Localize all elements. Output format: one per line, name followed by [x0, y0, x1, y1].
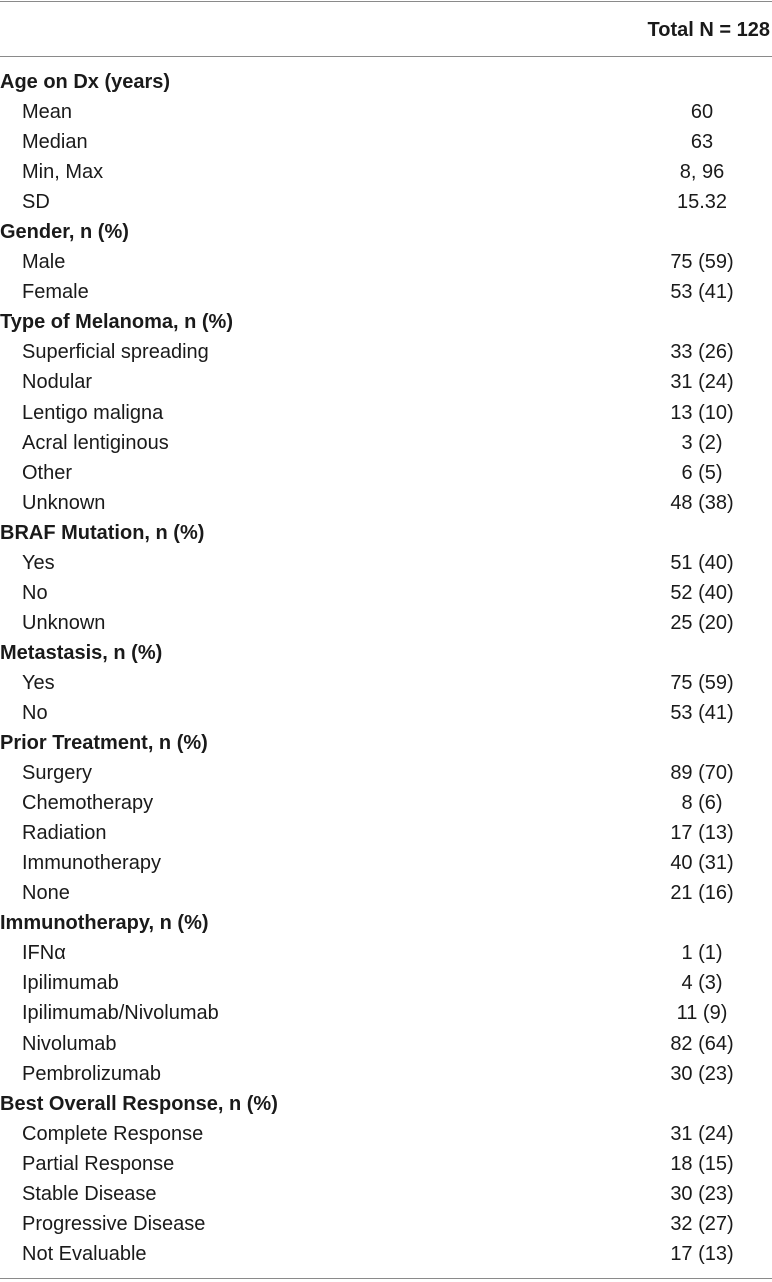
section-header-row [0, 728, 772, 758]
table-row [0, 668, 772, 698]
section-header-row [0, 307, 772, 337]
table-row [0, 878, 772, 908]
row-value: 60 [690, 101, 714, 124]
row-label: Min, Max [22, 161, 104, 184]
row-value: 18 (15) [670, 1152, 734, 1175]
row-value: 52 (40) [670, 581, 734, 604]
row-value: 40 (31) [670, 852, 734, 875]
row-label: Partial Response [22, 1152, 175, 1175]
row-value: 89 (70) [670, 762, 734, 785]
row-label: Lentigo maligna [22, 401, 164, 424]
row-label: Yes [22, 551, 55, 574]
row-value: 63 [690, 131, 714, 154]
row-label: Female [22, 281, 89, 304]
section-header-row [0, 1089, 772, 1119]
table-row [0, 548, 772, 578]
table-row [0, 247, 772, 277]
table-row [0, 1149, 772, 1179]
row-value: 13 (10) [670, 401, 734, 424]
row-value: 33 (26) [670, 341, 734, 364]
table-row [0, 398, 772, 428]
row-label: Mean [22, 101, 73, 124]
row-label: Progressive Disease [22, 1212, 206, 1235]
table-row [0, 758, 772, 788]
section-label: Gender, n (%) [0, 221, 129, 244]
row-label: Immunotherapy [22, 852, 161, 875]
row-value: 53 (41) [670, 281, 734, 304]
row-label: No [22, 581, 48, 604]
table-row [0, 277, 772, 307]
row-label: Yes [22, 671, 55, 694]
row-value: 15.32 [676, 191, 728, 214]
row-label: Unknown [22, 491, 106, 514]
table-row [0, 1239, 772, 1269]
row-label: Median [22, 131, 88, 154]
row-value: 75 (59) [670, 671, 734, 694]
table-row [0, 1209, 772, 1239]
row-label: No [22, 701, 48, 724]
table-row [0, 818, 772, 848]
row-value: 11 (9) [676, 1002, 728, 1025]
table-row [0, 458, 772, 488]
table-row [0, 157, 772, 187]
row-label: Nivolumab [22, 1032, 117, 1055]
row-label: Pembrolizumab [22, 1062, 161, 1085]
row-value: 17 (13) [670, 1242, 734, 1265]
row-value: 82 (64) [670, 1032, 734, 1055]
row-value: 1 (1) [681, 942, 723, 965]
row-value: 8 (6) [681, 792, 723, 815]
row-value: 3 (2) [681, 431, 723, 454]
section-header-row [0, 638, 772, 668]
table-row [0, 97, 772, 127]
row-label: Nodular [22, 371, 93, 394]
row-label: Complete Response [22, 1122, 204, 1145]
table-row [0, 1179, 772, 1209]
row-value: 17 (13) [670, 822, 734, 845]
row-value: 31 (24) [670, 371, 734, 394]
row-value: 30 (23) [670, 1182, 734, 1205]
row-value: 51 (40) [670, 551, 734, 574]
section-label: Immunotherapy, n (%) [0, 912, 209, 935]
section-label: Prior Treatment, n (%) [0, 732, 208, 755]
bottom-rule [0, 1278, 772, 1279]
row-label: Chemotherapy [22, 792, 154, 815]
row-value: 6 (5) [681, 461, 723, 484]
section-label: BRAF Mutation, n (%) [0, 521, 205, 544]
row-value: 4 (3) [681, 972, 723, 995]
row-value: 21 (16) [670, 882, 734, 905]
section-label: Age on Dx (years) [0, 71, 171, 93]
section-header-row [0, 67, 772, 97]
row-label: Acral lentiginous [22, 431, 169, 454]
row-label: Unknown [22, 611, 106, 634]
table-row [0, 337, 772, 367]
row-value: 25 (20) [670, 611, 734, 634]
section-header-row [0, 217, 772, 247]
table-row [0, 187, 772, 217]
table-row [0, 1029, 772, 1059]
section-label: Type of Melanoma, n (%) [0, 311, 233, 334]
row-label: IFNα [22, 942, 66, 965]
row-value: 75 (59) [670, 251, 734, 274]
table-row [0, 968, 772, 998]
row-label: Not Evaluable [22, 1242, 147, 1265]
header-rule [0, 56, 772, 57]
table-body [0, 67, 772, 1269]
table-row [0, 608, 772, 638]
table-row [0, 848, 772, 878]
table-row [0, 938, 772, 968]
table-row [0, 367, 772, 397]
table-row [0, 998, 772, 1028]
row-value: 32 (27) [670, 1212, 734, 1235]
section-header-row [0, 908, 772, 938]
section-label: Best Overall Response, n (%) [0, 1092, 278, 1115]
table-header [0, 2, 772, 56]
table-row [0, 127, 772, 157]
row-value: 30 (23) [670, 1062, 734, 1085]
row-label: Other [22, 461, 73, 484]
row-value: 8, 96 [679, 161, 725, 184]
table-row [0, 428, 772, 458]
row-label: Male [22, 251, 66, 274]
row-label: SD [22, 191, 50, 214]
table-row [0, 698, 772, 728]
total-column-header: Total N = 128 [647, 19, 770, 41]
row-label: Ipilimumab/Nivolumab [22, 1002, 219, 1025]
table-row [0, 788, 772, 818]
row-value: 53 (41) [670, 701, 734, 724]
section-header-row [0, 518, 772, 548]
table-row [0, 1059, 772, 1089]
row-label: None [22, 882, 70, 905]
table-row [0, 488, 772, 518]
row-label: Superficial spreading [22, 341, 209, 364]
row-value: 31 (24) [670, 1122, 734, 1145]
row-label: Ipilimumab [22, 972, 119, 995]
row-label: Radiation [22, 822, 107, 845]
row-value: 48 (38) [670, 491, 734, 514]
section-label: Metastasis, n (%) [0, 641, 163, 664]
row-label: Surgery [22, 762, 93, 785]
row-label: Stable Disease [22, 1182, 157, 1205]
table-row [0, 1119, 772, 1149]
table-row [0, 578, 772, 608]
